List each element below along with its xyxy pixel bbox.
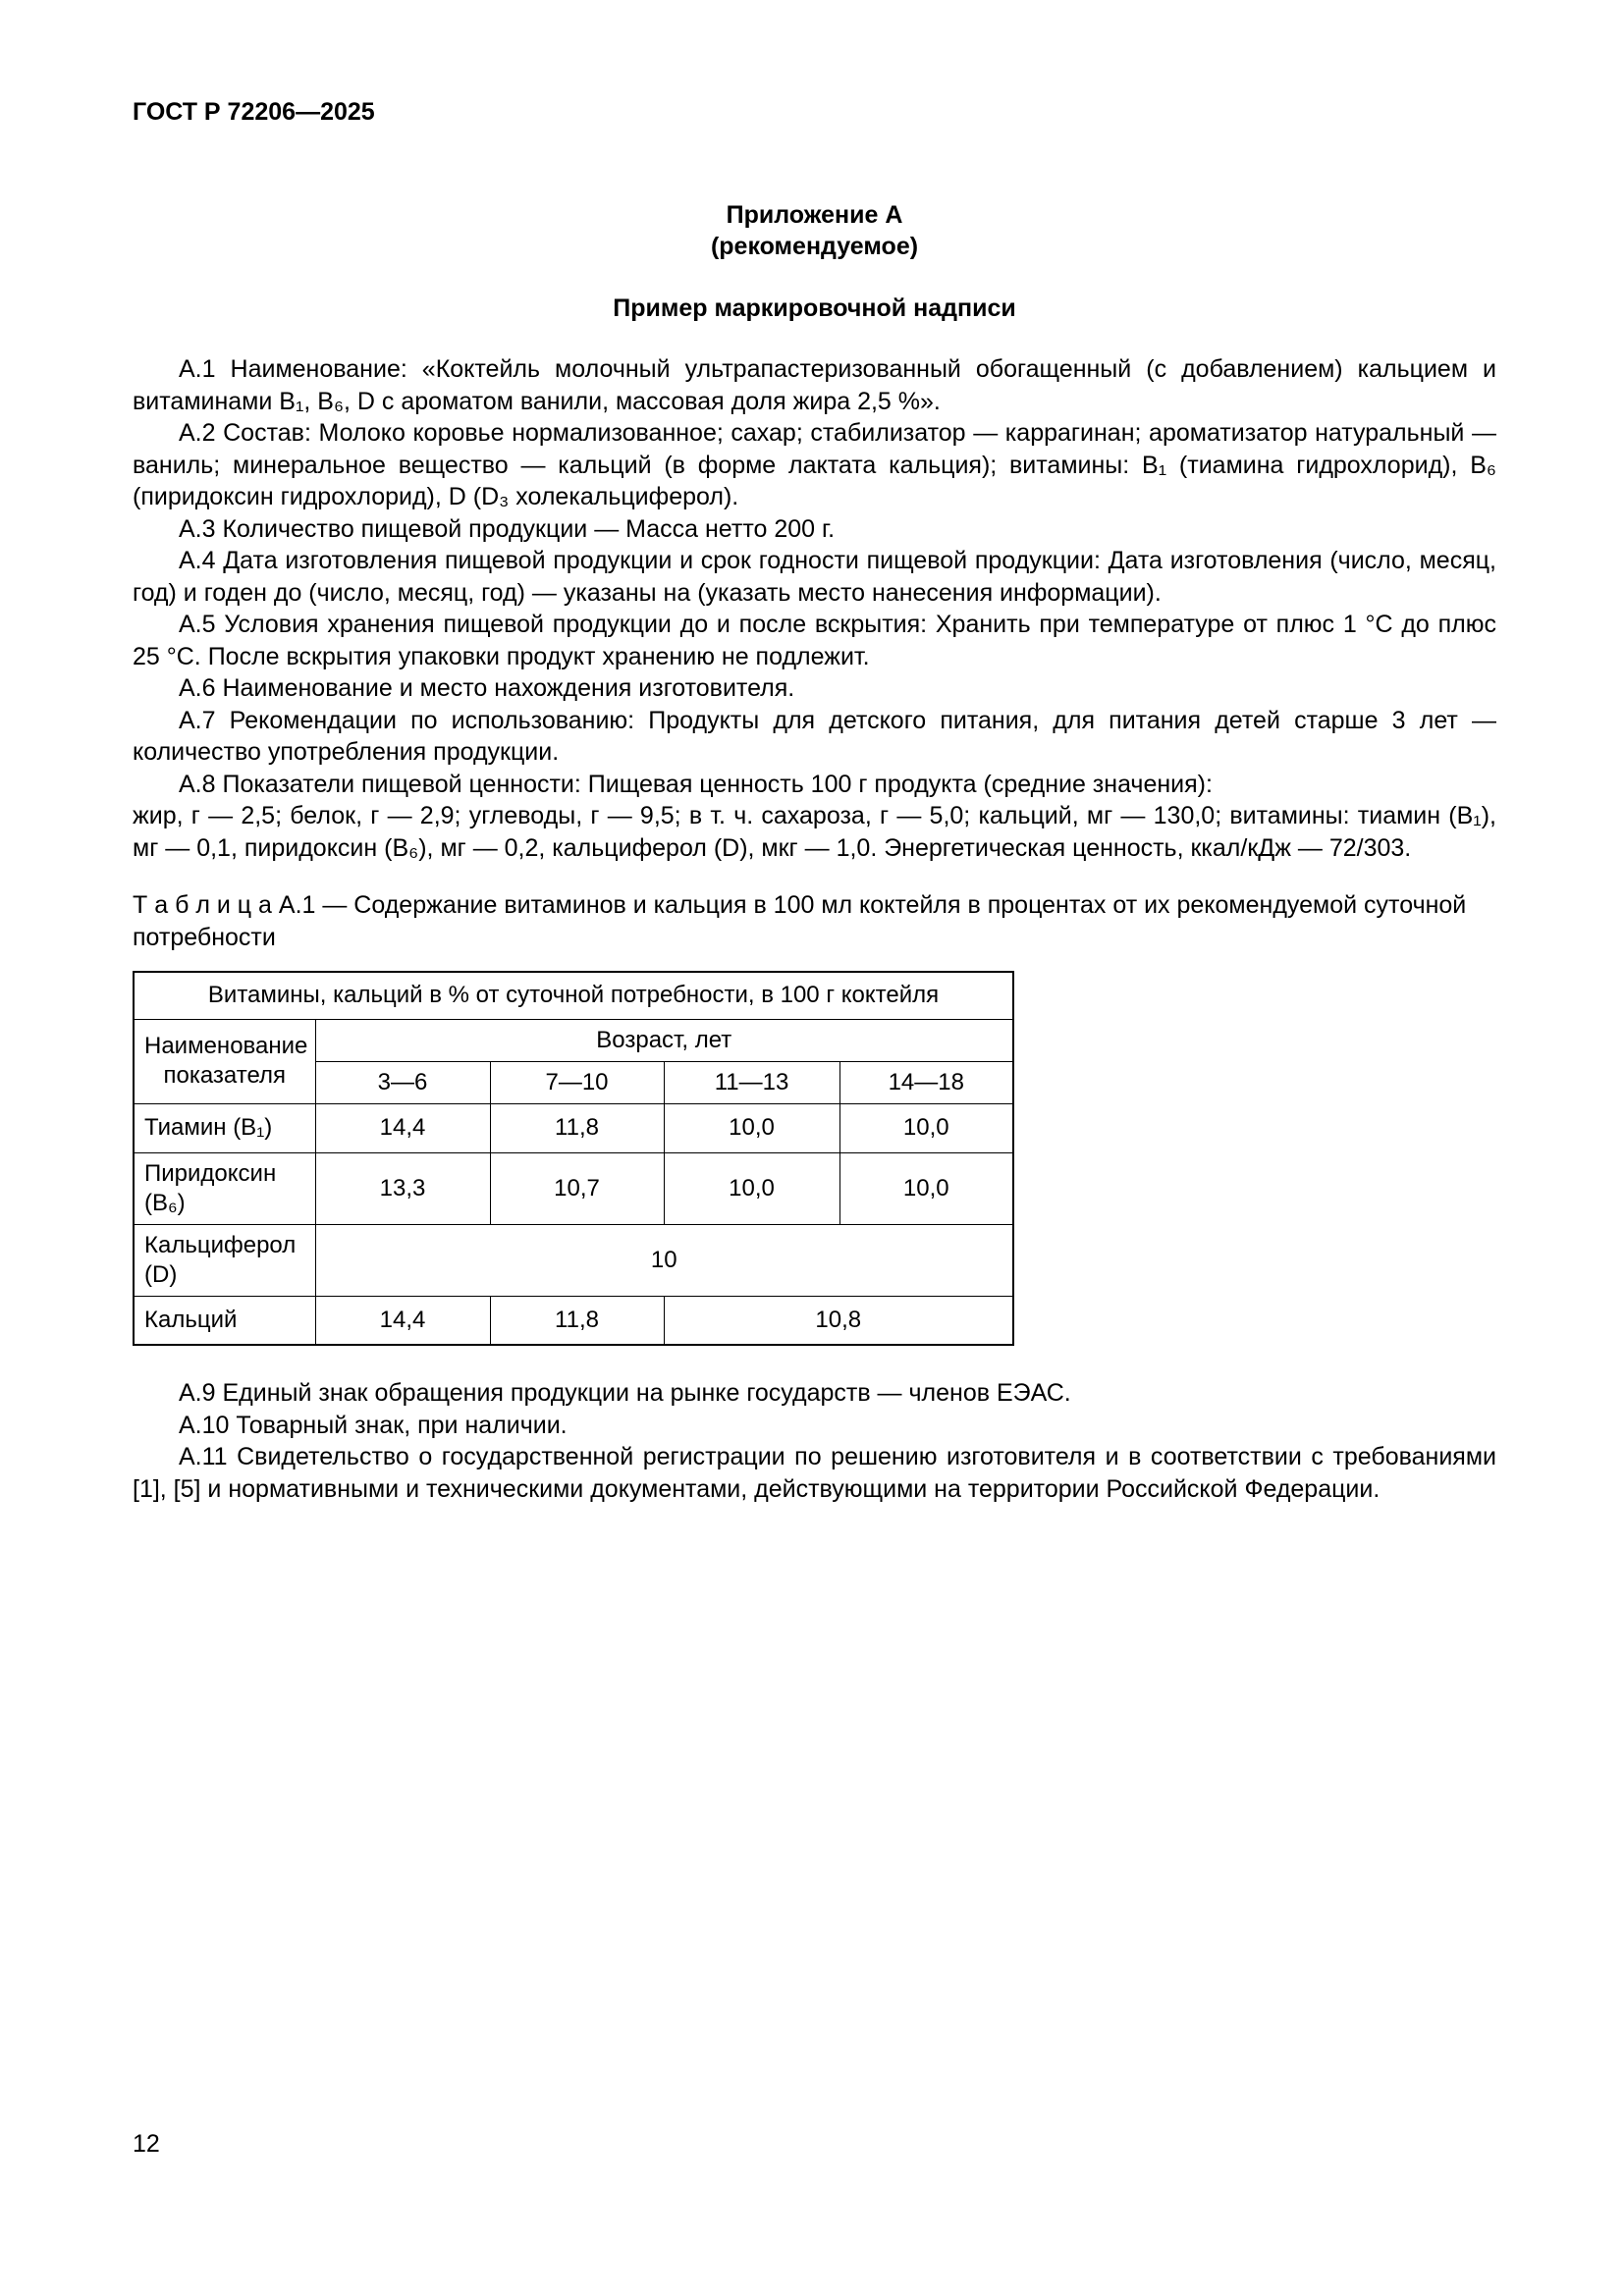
closing-block xyxy=(133,1377,1496,1505)
row-value: 14,4 xyxy=(315,1103,490,1152)
row-value: 11,8 xyxy=(490,1103,664,1152)
paragraph-a11: А.11 Свидетельство о государственной регистрации по решению изготовителя и в соответствии с требованиями [1], [5] и нормативными и техническими документами, действующими на территории Российской Федерации. xyxy=(133,1443,1496,1503)
page-number: 12 xyxy=(133,2130,160,2158)
table-row-calciferol xyxy=(134,1224,1013,1296)
row-value: 10,0 xyxy=(839,1103,1013,1152)
row-name: Пиридоксин (B₆) xyxy=(134,1152,315,1224)
table-caption: Т а б л и ц а А.1 — Содержание витаминов и кальция в 100 мл коктейля в процентах от их рекомендуемой суточной потребности xyxy=(133,891,1467,951)
table-row-calcium xyxy=(134,1296,1013,1345)
row-name: Тиамин (B₁) xyxy=(134,1103,315,1152)
paragraph-a7: А.7 Рекомендации по использованию: Продукты для детского питания, для питания детей старше 3 лет — количество употребления продукции. xyxy=(133,706,1496,766)
row-value: 14,4 xyxy=(315,1296,490,1345)
table-row-thiamine xyxy=(134,1103,1013,1152)
paragraph-a4: А.4 Дата изготовления пищевой продукции и срок годности пищевой продукции: Дата изготовления (число, месяц, год) и годен до (число, месяц, год) — указаны на (указать место нанесения информации). xyxy=(133,547,1496,607)
appendix-type: (рекомендуемое) xyxy=(710,233,919,260)
paragraph-a3: А.3 Количество пищевой продукции — Масса нетто 200 г. xyxy=(179,514,836,543)
table-top-header: Витамины, кальций в % от суточной потребности, в 100 г коктейля xyxy=(134,972,1013,1019)
standard-number: ГОСТ Р 72206—2025 xyxy=(133,98,375,126)
table-age-col-0: 3—6 xyxy=(315,1061,490,1103)
table-age-header-row xyxy=(134,1019,1013,1061)
paragraph-a8: А.8 Показатели пищевой ценности: Пищевая ценность 100 г продукта (средние значения): xyxy=(179,770,1213,798)
table-name-column-header: Наименование показателя xyxy=(134,1019,315,1103)
paragraph-a2: А.2 Состав: Молоко коровье нормализованное; сахар; стабилизатор — каррагинан; ароматизатор натуральный — ваниль; минеральное вещество — кальций (в форме лактата кальция); витамины: B₁ (тиамина гидрохлорид), B₆ (пиридоксин гидрохлорид), D (D₃ холекальциферол). xyxy=(133,419,1496,510)
table-age-header: Возраст, лет xyxy=(315,1019,1013,1061)
table-age-col-1: 7—10 xyxy=(490,1061,664,1103)
row-value-span: 10 xyxy=(315,1224,1013,1296)
table-a1 xyxy=(133,971,1014,1346)
appendix-label: Приложение А xyxy=(726,200,903,229)
paragraph-a1: А.1 Наименование: «Коктейль молочный ультрапастеризованный обогащенный (с добавлением) кальцием и витаминами B₁, B₆, D с ароматом ванили, массовая доля жира 2,5 %». xyxy=(133,355,1496,415)
row-value: 10,0 xyxy=(839,1152,1013,1224)
table-row-pyridoxine xyxy=(134,1152,1013,1224)
row-value: 13,3 xyxy=(315,1152,490,1224)
row-value: 10,0 xyxy=(664,1103,839,1152)
appendix-heading: Пример маркировочной надписи xyxy=(613,294,1016,322)
paragraph-a5: А.5 Условия хранения пищевой продукции до и после вскрытия: Хранить при температуре от плюс 1 °С до плюс 25 °С. После вскрытия упаковки продукт хранению не подлежит. xyxy=(133,611,1496,670)
table-top-header-row xyxy=(134,972,1013,1019)
row-value-span: 10,8 xyxy=(664,1296,1013,1345)
row-value: 10,7 xyxy=(490,1152,664,1224)
paragraph-a8-continuation: жир, г — 2,5; белок, г — 2,9; углеводы, г — 9,5; в т. ч. сахароза, г — 5,0; кальций, мг — 130,0; витамины: тиамин (B₁), мг — 0,1, пиридоксин (B₆), мг — 0,2, кальциферол (D), мкг — 1,0. Энергетическая ценность, ккал/кДж — 72/303. xyxy=(133,802,1496,862)
paragraph-a10: А.10 Товарный знак, при наличии. xyxy=(179,1411,568,1439)
paragraph-a6: А.6 Наименование и место нахождения изготовителя. xyxy=(179,674,795,702)
row-name: Кальций xyxy=(134,1296,315,1345)
row-value: 11,8 xyxy=(490,1296,664,1345)
table-age-col-3: 14—18 xyxy=(839,1061,1013,1103)
row-name: Кальциферол (D) xyxy=(134,1224,315,1296)
table-age-col-2: 11—13 xyxy=(664,1061,839,1103)
row-value: 10,0 xyxy=(664,1152,839,1224)
paragraph-a9: А.9 Единый знак обращения продукции на рынке государств — членов ЕЭАС. xyxy=(179,1379,1071,1407)
